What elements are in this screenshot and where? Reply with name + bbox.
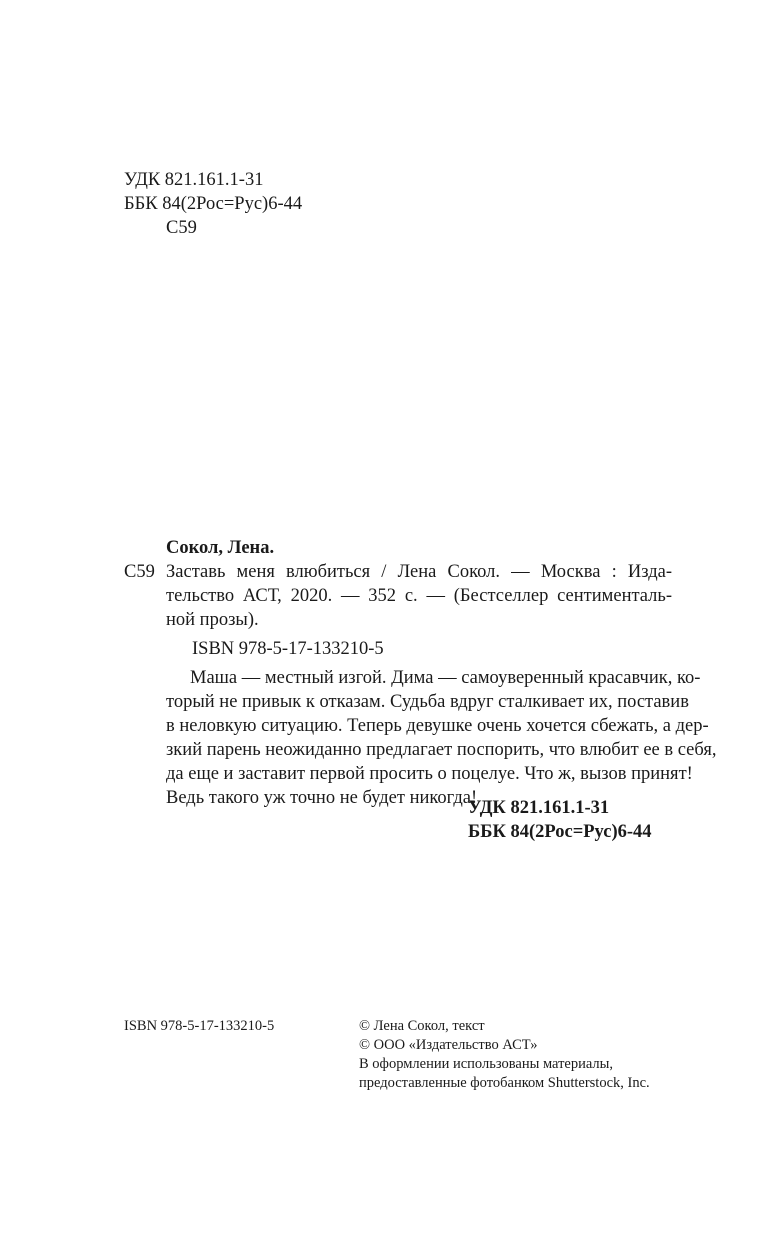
annotation-line: зкий парень неожиданно предлагает поспорить, что влюбит ее в себя, bbox=[166, 740, 717, 760]
record-isbn: ISBN 978-5-17-133210-5 bbox=[192, 639, 384, 659]
record-author: Сокол, Лена. bbox=[166, 538, 275, 558]
record-bbk-code: ББК 84(2Рос=Рус)6-44 bbox=[468, 822, 652, 842]
description-line: тельство АСТ, 2020. — 352 с. — (Бестселлер сентименталь- bbox=[166, 586, 672, 606]
top-udk-code: УДК 821.161.1-31 bbox=[124, 170, 264, 190]
copyright-line: В оформлении использованы материалы, bbox=[359, 1056, 614, 1072]
description-line: ной прозы). bbox=[166, 610, 259, 630]
copyright-line: предоставленные фотобанком Shutterstock, Inc. bbox=[359, 1075, 650, 1091]
top-author-mark: С59 bbox=[166, 218, 197, 238]
copyright-line: © ООО «Издательство АСТ» bbox=[359, 1037, 538, 1053]
annotation-line: да еще и заставит первой просить о поцелуе. Что ж, вызов принят! bbox=[166, 764, 693, 784]
record-author-mark: С59 bbox=[124, 562, 155, 582]
annotation-line: торый не привык к отказам. Судьба вдруг сталкивает их, поставив bbox=[166, 692, 689, 712]
description-line: Заставь меня влюбиться / Лена Сокол. — Москва : Изда- bbox=[166, 562, 672, 582]
record-annotation bbox=[166, 666, 717, 810]
footer-isbn: ISBN 978-5-17-133210-5 bbox=[124, 1018, 275, 1034]
annotation-line: в неловкую ситуацию. Теперь девушке очень хочется сбежать, а дер- bbox=[166, 716, 709, 736]
top-bbk-code: ББК 84(2Рос=Рус)6-44 bbox=[124, 194, 303, 214]
record-udk-code: УДК 821.161.1-31 bbox=[468, 798, 610, 818]
annotation-line: Ведь такого уж точно не будет никогда! bbox=[166, 788, 478, 808]
record-description bbox=[166, 560, 672, 632]
copyright-line: © Лена Сокол, текст bbox=[359, 1018, 485, 1034]
annotation-line: Маша — местный изгой. Дима — самоуверенный красавчик, ко- bbox=[190, 668, 701, 688]
